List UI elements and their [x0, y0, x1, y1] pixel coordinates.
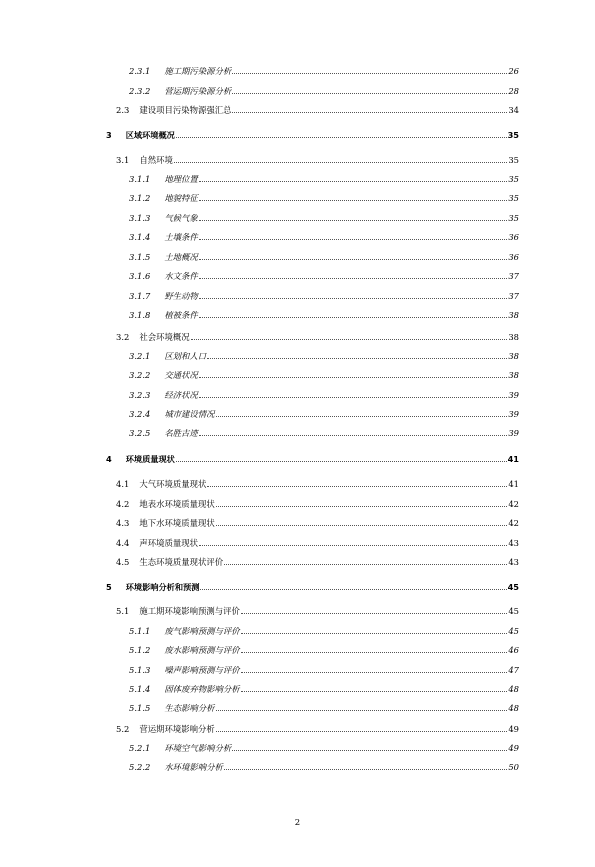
toc-entry-title: 野生动物	[164, 291, 198, 301]
toc-entry[interactable]	[129, 739, 519, 753]
toc-entry[interactable]	[129, 699, 519, 713]
toc-entry-title: 经济状况	[164, 390, 198, 400]
toc-dot-leader	[216, 506, 508, 507]
toc-dot-leader	[199, 397, 508, 398]
toc-dot-leader	[224, 769, 507, 770]
toc-entry[interactable]	[129, 680, 519, 694]
toc-entry-page: 35	[508, 155, 519, 165]
toc-entry-page: 39	[508, 428, 519, 438]
toc-dot-leader	[232, 73, 507, 74]
toc-entry-number: 5.1.4	[129, 684, 151, 694]
toc-entry-number: 3.1.7	[129, 291, 151, 301]
toc-dot-leader	[207, 358, 507, 359]
toc-entry-page: 47	[508, 665, 519, 675]
toc-entry-title: 城市建设情况	[164, 409, 215, 419]
toc-entry-number: 5.1.2	[129, 645, 151, 655]
toc-entry-number: 5.2	[116, 724, 130, 734]
toc-dot-leader	[232, 750, 507, 751]
toc-entry-number: 3.2.3	[129, 390, 151, 400]
toc-entry-number: 3.2.5	[129, 428, 151, 438]
toc-entry-page: 35	[508, 193, 519, 203]
toc-entry[interactable]	[129, 641, 519, 655]
toc-entry[interactable]	[129, 758, 519, 772]
toc-entry-title: 地貌特征	[164, 193, 198, 203]
toc-entry-page: 37	[508, 271, 519, 281]
toc-entry-page: 45	[508, 606, 519, 616]
toc-dot-leader	[232, 112, 507, 113]
toc-entry-number: 3.1.8	[129, 310, 151, 320]
toc-entry[interactable]	[129, 424, 519, 438]
toc-entry-page: 37	[508, 291, 519, 301]
toc-entry-page: 42	[508, 499, 519, 509]
toc-dot-leader	[199, 181, 508, 182]
toc-entry[interactable]	[106, 450, 519, 464]
toc-entry[interactable]	[129, 661, 519, 675]
toc-entry[interactable]	[116, 475, 519, 489]
toc-entry-page: 46	[508, 645, 519, 655]
toc-entry-title: 土壤条件	[164, 232, 198, 242]
toc-entry-number: 2.3.2	[129, 86, 151, 96]
toc-dot-leader	[200, 589, 506, 590]
toc-entry-page: 48	[508, 703, 519, 713]
toc-entry-page: 41	[507, 454, 519, 464]
page-number: 2	[294, 818, 301, 828]
toc-entry-page: 39	[508, 409, 519, 419]
toc-dot-leader	[241, 633, 508, 634]
toc-entry-title: 环境空气影响分析	[164, 743, 232, 753]
toc-entry-title: 地理位置	[164, 174, 198, 184]
toc-dot-leader	[224, 564, 507, 565]
toc-dot-leader	[199, 220, 508, 221]
toc-entry-page: 43	[508, 557, 519, 567]
toc-dot-leader	[241, 652, 508, 653]
toc-entry-title: 大气环境质量现状	[139, 479, 207, 489]
toc-entry-title: 气候气象	[164, 213, 198, 223]
toc-entry-number: 3.1.6	[129, 271, 151, 281]
toc-dot-leader	[216, 525, 508, 526]
toc-entry-number: 5.1.5	[129, 703, 151, 713]
toc-entry-number: 4.1	[116, 479, 130, 489]
toc-entry-number: 4.5	[116, 557, 130, 567]
toc-entry[interactable]	[116, 495, 519, 509]
toc-entry-number: 3.1.5	[129, 252, 151, 262]
toc-entry[interactable]	[116, 534, 519, 548]
toc-entry[interactable]	[129, 170, 519, 184]
toc-entry-page: 35	[507, 130, 519, 140]
toc-dot-leader	[241, 672, 508, 673]
toc-entry-title: 水环境影响分析	[164, 762, 223, 772]
toc-entry-page: 49	[508, 724, 519, 734]
toc-entry-title: 施工期污染源分析	[164, 66, 232, 76]
toc-entry-number: 5.2.1	[129, 743, 151, 753]
toc-entry-page: 48	[508, 684, 519, 694]
toc-dot-leader	[241, 613, 508, 614]
toc-entry-title: 废水影响预测与评价	[164, 645, 240, 655]
toc-entry-title: 水文条件	[164, 271, 198, 281]
toc-entry-number: 4	[106, 454, 112, 464]
toc-entry-number: 5	[106, 582, 112, 592]
toc-entry-title: 环境质量现状	[125, 454, 175, 464]
toc-dot-leader	[174, 162, 508, 163]
toc-entry-page: 26	[508, 66, 519, 76]
toc-entry-number: 5.1	[116, 606, 130, 616]
toc-dot-leader	[232, 93, 507, 94]
toc-entry-page: 50	[508, 762, 519, 772]
toc-entry[interactable]	[116, 553, 519, 567]
toc-entry-number: 4.2	[116, 499, 130, 509]
toc-entry[interactable]	[129, 248, 519, 262]
toc-entry-page: 41	[508, 479, 519, 489]
toc-dot-leader	[199, 298, 508, 299]
toc-entry[interactable]	[106, 126, 519, 140]
toc-entry-number: 2.3	[116, 105, 130, 115]
toc-entry-page: 45	[508, 626, 519, 636]
toc-entry-title: 营运期环境影响分析	[139, 724, 215, 734]
toc-entry-number: 3.1.1	[129, 174, 151, 184]
toc-entry[interactable]	[129, 347, 519, 361]
toc-entry[interactable]	[129, 62, 519, 76]
toc-entry-number: 5.2.2	[129, 762, 151, 772]
toc-dot-leader	[199, 239, 508, 240]
toc-entry-number: 3.1.4	[129, 232, 151, 242]
toc-entry-title: 建设项目污染物源强汇总	[139, 105, 232, 115]
toc-entry[interactable]	[116, 328, 519, 342]
toc-dot-leader	[216, 710, 508, 711]
toc-entry-page: 38	[508, 310, 519, 320]
toc-entry-page: 38	[508, 332, 519, 342]
toc-entry-number: 3.2	[116, 332, 130, 342]
toc-entry[interactable]	[129, 209, 519, 223]
toc-entry-number: 3.2.2	[129, 370, 151, 380]
toc-entry-number: 5.1.1	[129, 626, 151, 636]
toc-entry-page: 34	[508, 105, 519, 115]
toc-entry-title: 自然环境	[139, 155, 173, 165]
toc-entry-title: 废气影响预测与评价	[164, 626, 240, 636]
toc-dot-leader	[199, 317, 508, 318]
toc-entry[interactable]	[116, 514, 519, 528]
toc-entry-title: 声环境质量现状	[139, 538, 198, 548]
toc-entry[interactable]	[129, 405, 519, 419]
toc-entry-title: 交通状况	[164, 370, 198, 380]
toc-entry[interactable]	[116, 720, 519, 734]
toc-entry[interactable]	[129, 306, 519, 320]
toc-entry[interactable]	[116, 101, 519, 115]
toc-dot-leader	[199, 435, 508, 436]
toc-entry-page: 45	[507, 582, 519, 592]
toc-entry-page: 39	[508, 390, 519, 400]
toc-entry-title: 地下水环境质量现状	[139, 518, 215, 528]
toc-entry-page: 35	[508, 174, 519, 184]
toc-entry-title: 生态环境质量现状评价	[139, 557, 224, 567]
toc-entry[interactable]	[129, 287, 519, 301]
toc-entry[interactable]	[106, 578, 519, 592]
toc-entry-page: 36	[508, 252, 519, 262]
toc-dot-leader	[199, 259, 508, 260]
toc-entry[interactable]	[129, 82, 519, 96]
toc-entry[interactable]	[116, 602, 519, 616]
toc-dot-leader	[199, 200, 508, 201]
toc-entry-page: 49	[508, 743, 519, 753]
toc-dot-leader	[191, 339, 508, 340]
toc-dot-leader	[176, 461, 507, 462]
toc-entry[interactable]	[129, 386, 519, 400]
toc-entry[interactable]	[129, 228, 519, 242]
toc-entry-title: 生态影响分析	[164, 703, 215, 713]
toc-entry-number: 3.2.1	[129, 351, 151, 361]
toc-entry-number: 3.1.2	[129, 193, 151, 203]
toc-entry-title: 噪声影响预测与评价	[164, 665, 240, 675]
toc-entry[interactable]	[129, 267, 519, 281]
toc-entry-page: 35	[508, 213, 519, 223]
toc-dot-leader	[216, 731, 508, 732]
toc-entry-title: 名胜古迹	[164, 428, 198, 438]
toc-entry-title: 植被条件	[164, 310, 198, 320]
toc-entry-title: 固体废弃物影响分析	[164, 684, 240, 694]
toc-entry-number: 2.3.1	[129, 66, 151, 76]
toc-dot-leader	[176, 137, 507, 138]
toc-entry-page: 38	[508, 351, 519, 361]
toc-entry-title: 环境影响分析和预测	[125, 582, 200, 592]
toc-entry-number: 5.1.3	[129, 665, 151, 675]
toc-dot-leader	[199, 377, 508, 378]
toc-entry[interactable]	[116, 151, 519, 165]
toc-entry-number: 3	[106, 130, 112, 140]
toc-entry[interactable]	[129, 366, 519, 380]
toc-entry-number: 3.1.3	[129, 213, 151, 223]
toc-dot-leader	[216, 416, 508, 417]
toc-entry[interactable]	[129, 622, 519, 636]
toc-dot-leader	[207, 486, 507, 487]
toc-entry[interactable]	[129, 189, 519, 203]
toc-entry-title: 土地概况	[164, 252, 198, 262]
toc-entry-number: 4.4	[116, 538, 130, 548]
toc-entry-page: 36	[508, 232, 519, 242]
toc-dot-leader	[241, 691, 508, 692]
toc-entry-title: 营运期污染源分析	[164, 86, 232, 96]
toc-entry-page: 28	[508, 86, 519, 96]
toc-entry-title: 区划和人口	[164, 351, 207, 361]
toc-entry-title: 社会环境概况	[139, 332, 190, 342]
toc-entry-page: 43	[508, 538, 519, 548]
toc-dot-leader	[199, 278, 508, 279]
toc-entry-page: 42	[508, 518, 519, 528]
toc-entry-number: 4.3	[116, 518, 130, 528]
toc-entry-page: 38	[508, 370, 519, 380]
toc-entry-number: 3.1	[116, 155, 130, 165]
toc-entry-title: 施工期环境影响预测与评价	[139, 606, 240, 616]
toc-entry-title: 区域环境概况	[125, 130, 175, 140]
toc-entry-title: 地表水环境质量现状	[139, 499, 215, 509]
toc-dot-leader	[199, 545, 507, 546]
toc-entry-number: 3.2.4	[129, 409, 151, 419]
